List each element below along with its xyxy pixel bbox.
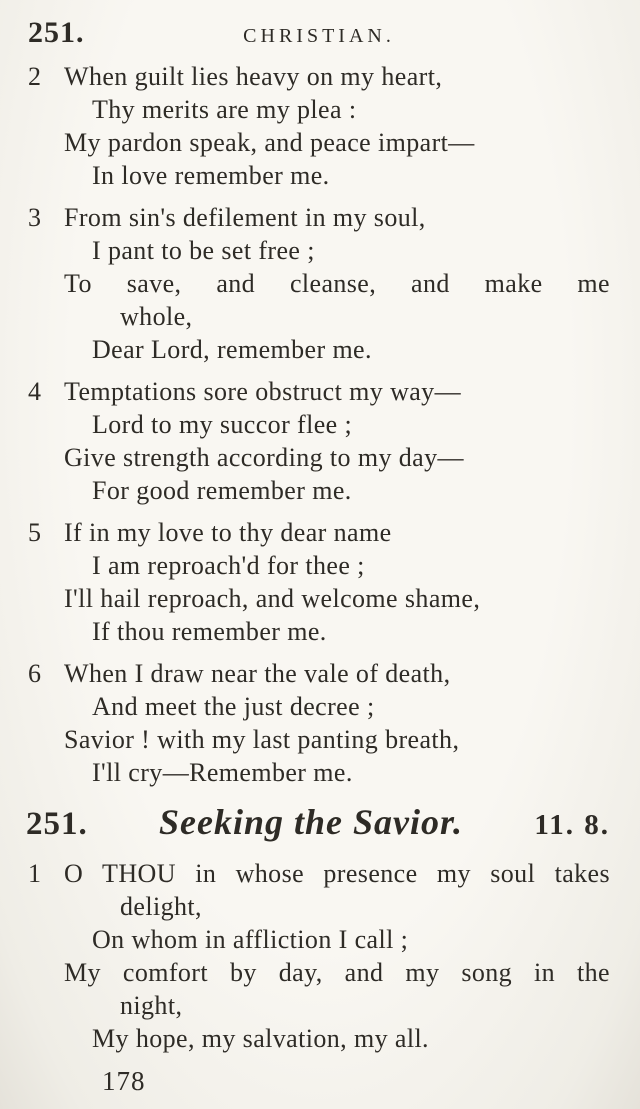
verse-line: delight, — [120, 892, 202, 921]
hymn-seeking-the-savior — [28, 857, 610, 1055]
verse-line: I'll cry—Remember me. — [92, 758, 353, 787]
verse-line: If thou remember me. — [92, 617, 327, 646]
verse — [28, 516, 610, 648]
verse-line: night, — [120, 991, 183, 1020]
running-head — [28, 16, 610, 60]
verse-line: Savior ! with my last panting breath, — [64, 725, 460, 754]
verse-line: And meet the just decree ; — [92, 692, 375, 721]
verse-line: Give strength according to my day— — [64, 443, 464, 472]
verse-number: 1 — [28, 859, 42, 888]
verse-line — [28, 201, 610, 234]
verse-line: My comfort by day, and my song in the — [64, 958, 610, 987]
verse — [28, 60, 610, 192]
verse-line: whole, — [120, 302, 193, 331]
verse — [28, 857, 610, 1055]
verse-number: 3 — [28, 203, 42, 232]
verse-number: 2 — [28, 62, 42, 91]
verse-line-text: O THOU in whose presence my soul takes — [64, 859, 610, 888]
verse-number: 5 — [28, 518, 42, 547]
verse-line-text: When I draw near the vale of death, — [64, 659, 451, 688]
verse-line: I am reproach'd for thee ; — [92, 551, 365, 580]
verse-line: I'll hail reproach, and welcome shame, — [64, 584, 481, 613]
hymn-number: 251. — [26, 806, 88, 842]
hymn-number-header: 251. — [28, 16, 85, 49]
verse-line — [28, 657, 610, 690]
hymn-heading — [26, 801, 610, 843]
section-title: CHRISTIAN. — [243, 25, 395, 47]
verse-line: My pardon speak, and peace impart— — [64, 128, 475, 157]
hymn-continuation — [28, 60, 610, 789]
verse — [28, 201, 610, 366]
verse-line: Lord to my succor flee ; — [92, 410, 353, 439]
verse-line — [28, 60, 610, 93]
verse-line: I pant to be set free ; — [92, 236, 315, 265]
hymn-title: Seeking the Savior. — [159, 802, 464, 842]
verse-line-text: From sin's defilement in my soul, — [64, 203, 426, 232]
verse — [28, 657, 610, 789]
verse-number: 4 — [28, 377, 42, 406]
verse — [28, 375, 610, 507]
verse-line-text: When guilt lies heavy on my heart, — [64, 62, 443, 91]
verse-line: My hope, my salvation, my all. — [92, 1024, 429, 1053]
verse-line: For good remember me. — [92, 476, 352, 505]
verse-line — [28, 375, 610, 408]
verse-line: Thy merits are my plea : — [92, 95, 357, 124]
verse-line — [28, 857, 610, 890]
verse-line-text: If in my love to thy dear name — [64, 518, 392, 547]
verse-line: Dear Lord, remember me. — [92, 335, 372, 364]
verse-line-text: Temptations sore obstruct my way— — [64, 377, 461, 406]
verse-number: 6 — [28, 659, 42, 688]
verse-line: To save, and cleanse, and make me — [64, 269, 610, 298]
verse-line: On whom in affliction I call ; — [92, 925, 409, 954]
page-number: 178 — [102, 1066, 146, 1096]
hymn-meter: 11. 8. — [534, 809, 610, 841]
verse-line: In love remember me. — [92, 161, 330, 190]
verse-line — [28, 516, 610, 549]
